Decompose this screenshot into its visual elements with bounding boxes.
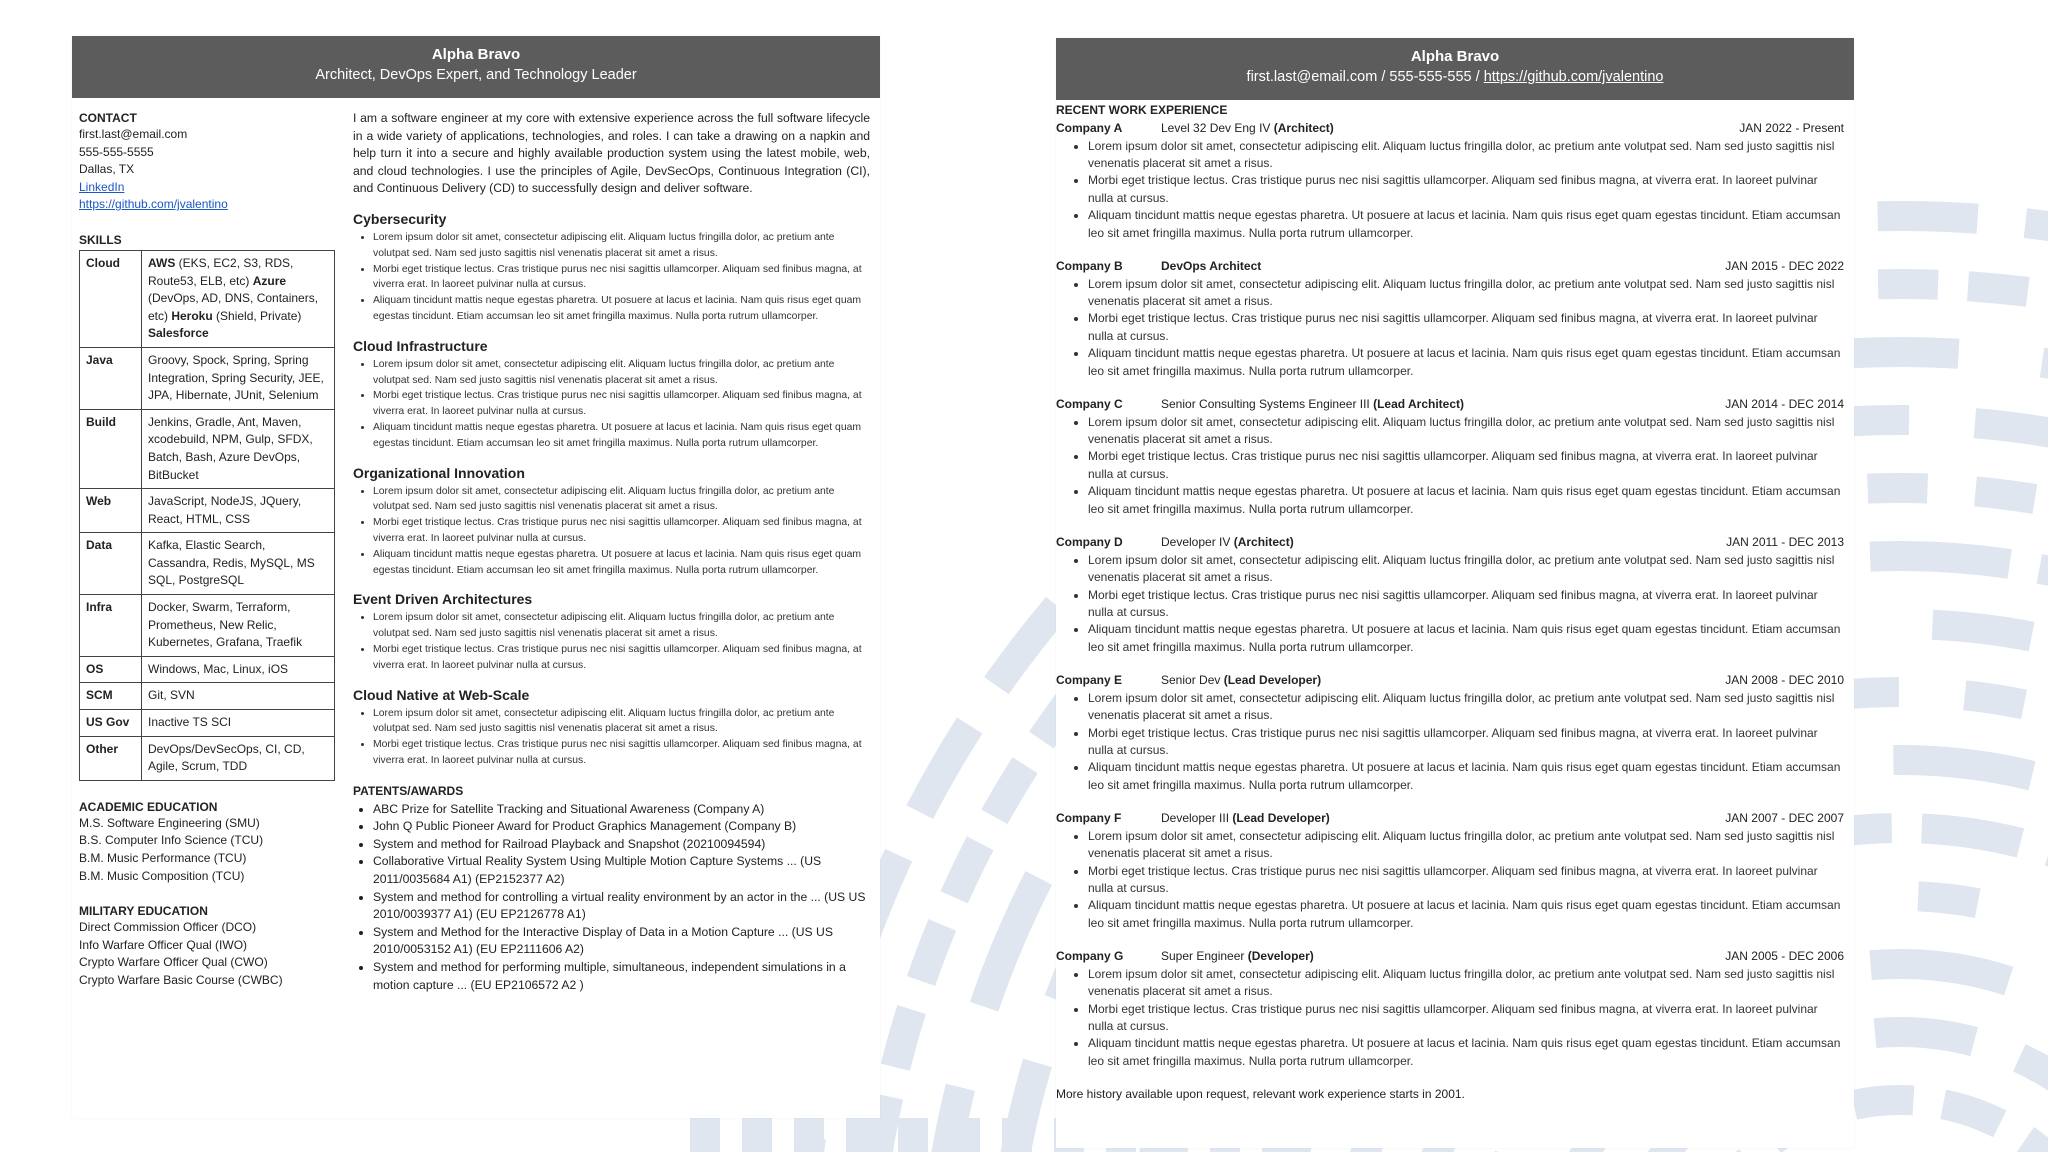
role-title: Senior Dev bbox=[1161, 673, 1224, 688]
patent-item: • System and Method for the Interactive Display of Data in a Motion Capture ... (US US 2010/0053152 A1) (EU EP2111606 A2) bbox=[373, 924, 870, 959]
job-entry bbox=[1056, 258, 1846, 380]
skill-category: US Gov bbox=[80, 710, 142, 737]
patent-item: • ABC Prize for Satellite Tracking and Situational Awareness (Company A) bbox=[373, 801, 870, 819]
section-bullets bbox=[353, 484, 870, 579]
job-bullets bbox=[1056, 828, 1846, 932]
job-entry bbox=[1056, 120, 1846, 242]
job-dates: JAN 2015 - DEC 2022 bbox=[1725, 259, 1844, 274]
summary-paragraph: I am a software engineer at my core with extensive experience across the full software lifecycle in a wide variety of applications, technologies, and roles. I can take a drawing on a napkin and help turn it into a secure and highly available production system using the latest mobile, web, and cloud technologies. I use the principles of Agile, DevSecOps, Continuous Integration (CI), and Continuous Delivery (CD) to successfully design and deliver software. bbox=[353, 111, 870, 196]
contact-line bbox=[1056, 67, 1854, 88]
bullet-item: • Morbi eget tristique lectus. Cras tristique purus nec nisi sagittis ullamcorper. Aliquam sed finibus magna, at viverra erat. In laoreet pulvinar nulla at cursus. bbox=[1088, 587, 1846, 622]
skill-values: JavaScript, NodeJS, JQuery, React, HTML, CSS bbox=[142, 489, 335, 533]
bullet-item: • Morbi eget tristique lectus. Cras tristique purus nec nisi sagittis ullamcorper. Aliquam sed finibus magna, at viverra erat. In laoreet pulvinar nulla at cursus. bbox=[1088, 1001, 1846, 1036]
bullet-item: • Morbi eget tristique lectus. Cras tristique purus nec nisi sagittis ullamcorper. Aliquam sed finibus magna, at viverra erat. In laoreet pulvinar nulla at cursus. bbox=[373, 737, 870, 769]
section-title: Cloud Native at Web-Scale bbox=[353, 686, 530, 703]
section-title: Organizational Innovation bbox=[353, 464, 525, 481]
page2-header bbox=[1056, 38, 1854, 100]
academic-education bbox=[79, 799, 339, 885]
skill-category: Other bbox=[80, 736, 142, 780]
contact-email: first.last@email.com bbox=[79, 127, 188, 141]
military-course-item: Info Warfare Officer Qual (IWO) bbox=[79, 937, 248, 952]
bullet-item: • Morbi eget tristique lectus. Cras tristique purus nec nisi sagittis ullamcorper. Aliquam sed finibus magna, at viverra erat. In laoreet pulvinar nulla at cursus. bbox=[1088, 172, 1846, 207]
skill-category: Data bbox=[80, 533, 142, 595]
job-role bbox=[1161, 672, 1321, 690]
decor-bar bbox=[950, 1118, 980, 1152]
bullet-item: • Aliquam tincidunt mattis neque egestas pharetra. Ut posuere at lacus et lacinia. Nam quis risus eget quam egestas tincidunt. Etiam accumsan leo sit amet fringilla maximus. Nulla porta rutrum ullamcorper. bbox=[1088, 1035, 1846, 1070]
patent-item: • System and method for Railroad Playback and Snapshot (20210094594) bbox=[373, 836, 870, 854]
company-name: Company E bbox=[1056, 673, 1123, 688]
job-bullets bbox=[1056, 966, 1846, 1070]
job-entry bbox=[1056, 810, 1846, 932]
linkedin-link[interactable]: LinkedIn bbox=[79, 179, 125, 194]
bullet-item: • Lorem ipsum dolor sit amet, consectetur adipiscing elit. Aliquam luctus fringilla dolor, ac pretium ante volutpat sed. Nam sed justo sagittis nisl venenatis placerat sit amet a risus. bbox=[373, 230, 870, 262]
decor-bar bbox=[898, 1118, 928, 1152]
role-level: DevOps Architect bbox=[1161, 259, 1262, 274]
bullet-item: • Morbi eget tristique lectus. Cras tristique purus nec nisi sagittis ullamcorper. Aliquam sed finibus magna, at viverra erat. In laoreet pulvinar nulla at cursus. bbox=[373, 515, 870, 547]
job-entry bbox=[1056, 396, 1846, 518]
skill-row bbox=[80, 489, 335, 533]
github-link[interactable]: https://github.com/jvalentino bbox=[79, 197, 228, 212]
patents-heading: PATENTS/AWARDS bbox=[353, 783, 464, 798]
job-entry bbox=[1056, 534, 1846, 656]
job-dates: JAN 2005 - DEC 2006 bbox=[1725, 949, 1844, 964]
job-bullets bbox=[1056, 138, 1846, 242]
contact-location: Dallas, TX bbox=[79, 162, 135, 177]
skills-table bbox=[79, 250, 335, 781]
military-course-item: Crypto Warfare Basic Course (CWBC) bbox=[79, 972, 283, 987]
skill-platform: Azure bbox=[252, 273, 287, 288]
role-level: (Lead Architect) bbox=[1373, 397, 1465, 412]
role-level: (Architect) bbox=[1233, 535, 1294, 550]
company-name: Company C bbox=[1056, 397, 1123, 412]
job-header bbox=[1056, 948, 1846, 966]
skill-category: Java bbox=[80, 347, 142, 409]
patent-item: • Collaborative Virtual Reality System Using Multiple Motion Capture Systems ... (US 2011/0035684 A1) (EP2152377 A2) bbox=[373, 853, 870, 888]
military-course-item: Direct Commission Officer (DCO) bbox=[79, 920, 257, 935]
decor-bar bbox=[690, 1118, 720, 1152]
bullet-item: • Morbi eget tristique lectus. Cras tristique purus nec nisi sagittis ullamcorper. Aliquam sed finibus magna, at viverra erat. In laoreet pulvinar nulla at cursus. bbox=[373, 262, 870, 294]
skill-category: Build bbox=[80, 409, 142, 488]
skill-row bbox=[80, 250, 335, 347]
job-bullets bbox=[1056, 690, 1846, 794]
job-bullets bbox=[1056, 552, 1846, 656]
patent-item: • John Q Public Pioneer Award for Product Graphics Management (Company B) bbox=[373, 818, 870, 836]
skill-category: Web bbox=[80, 489, 142, 533]
decor-bar bbox=[1002, 1118, 1032, 1152]
bullet-item: • Lorem ipsum dolor sit amet, consectetur adipiscing elit. Aliquam luctus fringilla dolor, ac pretium ante volutpat sed. Nam sed justo sagittis nisl venenatis placerat sit amet a risus. bbox=[373, 357, 870, 389]
military-course-item: Crypto Warfare Officer Qual (CWO) bbox=[79, 955, 268, 970]
bullet-item: • Aliquam tincidunt mattis neque egestas pharetra. Ut posuere at lacus et lacinia. Nam quis risus eget quam egestas tincidunt. Etiam accumsan leo sit amet fringilla maximus. Nulla porta rutrum ullamcorper. bbox=[373, 547, 870, 579]
degree-item: B.M. Music Composition (TCU) bbox=[79, 868, 245, 883]
decor-bar bbox=[794, 1118, 824, 1152]
role-level: (Architect) bbox=[1273, 121, 1334, 135]
skill-row bbox=[80, 595, 335, 657]
bullet-item: • Morbi eget tristique lectus. Cras tristique purus nec nisi sagittis ullamcorper. Aliquam sed finibus magna, at viverra erat. In laoreet pulvinar nulla at cursus. bbox=[1088, 725, 1846, 760]
resume-page-1 bbox=[72, 36, 880, 1118]
work-experience-heading: RECENT WORK EXPERIENCE bbox=[1056, 103, 1228, 117]
skill-values: Inactive TS SCI bbox=[142, 710, 335, 737]
section-title: Event Driven Architectures bbox=[353, 591, 533, 608]
skill-row bbox=[80, 710, 335, 737]
job-bullets bbox=[1056, 414, 1846, 518]
job-entry bbox=[1056, 948, 1846, 1070]
skill-values: Git, SVN bbox=[142, 683, 335, 710]
bullet-item: • Lorem ipsum dolor sit amet, consectetur adipiscing elit. Aliquam luctus fringilla dolor, ac pretium ante volutpat sed. Nam sed justo sagittis nisl venenatis placerat sit amet a risus. bbox=[1088, 690, 1846, 725]
resume-name: Alpha Bravo bbox=[1410, 48, 1500, 65]
job-bullets bbox=[1056, 276, 1846, 380]
job-role bbox=[1161, 810, 1330, 828]
skill-values: Kafka, Elastic Search, Cassandra, Redis, MySQL, MS SQL, PostgreSQL bbox=[142, 533, 335, 595]
bullet-item: • Lorem ipsum dolor sit amet, consectetur adipiscing elit. Aliquam luctus fringilla dolor, ac pretium ante volutpat sed. Nam sed justo sagittis nisl venenatis placerat sit amet a risus. bbox=[1088, 138, 1846, 173]
job-dates: JAN 2014 - DEC 2014 bbox=[1725, 397, 1844, 412]
patent-item: • System and method for controlling a virtual reality environment by an actor in the ... (US US 2010/0039377 A1) (EU EP2126778 A1) bbox=[373, 889, 870, 924]
contact-line-text: first.last@email.com / 555-555-555 / bbox=[1246, 69, 1484, 85]
academic-heading: ACADEMIC EDUCATION bbox=[79, 799, 218, 814]
job-dates: JAN 2007 - DEC 2007 bbox=[1725, 811, 1844, 826]
skills-heading: SKILLS bbox=[79, 232, 122, 247]
section-title: Cybersecurity bbox=[353, 210, 447, 227]
section-bullets bbox=[353, 230, 870, 325]
company-name: Company A bbox=[1056, 121, 1123, 135]
job-header bbox=[1056, 120, 1846, 138]
role-level: (Lead Developer) bbox=[1232, 811, 1330, 826]
job-role bbox=[1161, 948, 1314, 966]
degree-item: B.M. Music Performance (TCU) bbox=[79, 851, 247, 865]
bullet-item: • Lorem ipsum dolor sit amet, consectetur adipiscing elit. Aliquam luctus fringilla dolor, ac pretium ante volutpat sed. Nam sed justo sagittis nisl venenatis placerat sit amet a risus. bbox=[1088, 276, 1846, 311]
left-column bbox=[79, 110, 339, 990]
degree-item: B.S. Computer Info Science (TCU) bbox=[79, 833, 264, 848]
skill-platform: AWS bbox=[148, 255, 176, 270]
role-title: Developer IV bbox=[1161, 535, 1234, 550]
skill-detail: (DevOps, AD, DNS, Containers, etc) bbox=[148, 291, 319, 323]
bullet-item: • Lorem ipsum dolor sit amet, consectetur adipiscing elit. Aliquam luctus fringilla dolor, ac pretium ante volutpat sed. Nam sed justo sagittis nisl venenatis placerat sit amet a risus. bbox=[373, 610, 870, 642]
skill-row bbox=[80, 683, 335, 710]
contact-heading: CONTACT bbox=[79, 111, 137, 125]
skill-values: Windows, Mac, Linux, iOS bbox=[142, 656, 335, 683]
job-header bbox=[1056, 672, 1846, 690]
resume-name: Alpha Bravo bbox=[431, 46, 521, 63]
company-name: Company B bbox=[1056, 259, 1123, 274]
job-role bbox=[1161, 258, 1261, 276]
job-dates: JAN 2011 - DEC 2013 bbox=[1726, 535, 1844, 550]
skill-platform: Heroku bbox=[171, 308, 213, 323]
history-note: More history available upon request, relevant work experience starts in 2001. bbox=[1056, 1087, 1465, 1102]
bullet-item: • Morbi eget tristique lectus. Cras tristique purus nec nisi sagittis ullamcorper. Aliquam sed finibus magna, at viverra erat. In laoreet pulvinar nulla at cursus. bbox=[1088, 310, 1846, 345]
job-header bbox=[1056, 258, 1846, 276]
section-title: Cloud Infrastructure bbox=[353, 337, 488, 354]
job-header bbox=[1056, 396, 1846, 414]
bullet-item: • Aliquam tincidunt mattis neque egestas pharetra. Ut posuere at lacus et lacinia. Nam quis risus eget quam egestas tincidunt. Etiam accumsan leo sit amet fringilla maximus. Nulla porta rutrum ullamcorper. bbox=[1088, 897, 1846, 932]
bullet-item: • Aliquam tincidunt mattis neque egestas pharetra. Ut posuere at lacus et lacinia. Nam quis risus eget quam egestas tincidunt. Etiam accumsan leo sit amet fringilla maximus. Nulla porta rutrum ullamcorper. bbox=[1088, 345, 1846, 380]
skill-values: Groovy, Spock, Spring, Spring Integration, Spring Security, JEE, JPA, Hibernate, JUnit, Selenium bbox=[142, 347, 335, 409]
resume-page-2 bbox=[1056, 38, 1854, 1148]
role-title: Level 32 Dev Eng IV bbox=[1161, 121, 1274, 135]
company-name: Company D bbox=[1056, 535, 1123, 550]
skill-detail: (Shield, Private) bbox=[212, 308, 302, 323]
patent-item: • System and method for performing multiple, simultaneous, independent simulations in a motion capture ... (EU EP2106572 A2 ) bbox=[373, 959, 870, 994]
skill-category: SCM bbox=[80, 683, 142, 710]
bullet-item: • Aliquam tincidunt mattis neque egestas pharetra. Ut posuere at lacus et lacinia. Nam quis risus eget quam egestas tincidunt. Etiam accumsan leo sit amet fringilla maximus. Nulla porta rutrum ullamcorper. bbox=[1088, 759, 1846, 794]
bullet-item: • Lorem ipsum dolor sit amet, consectetur adipiscing elit. Aliquam luctus fringilla dolor, ac pretium ante volutpat sed. Nam sed justo sagittis nisl venenatis placerat sit amet a risus. bbox=[1088, 828, 1846, 863]
page1-header bbox=[72, 36, 880, 98]
bullet-item: • Aliquam tincidunt mattis neque egestas pharetra. Ut posuere at lacus et lacinia. Nam quis risus eget quam egestas tincidunt. Etiam accumsan leo sit amet fringilla maximus. Nulla porta rutrum ullamcorper. bbox=[373, 420, 870, 452]
bullet-item: • Morbi eget tristique lectus. Cras tristique purus nec nisi sagittis ullamcorper. Aliquam sed finibus magna, at viverra erat. In laoreet pulvinar nulla at cursus. bbox=[373, 388, 870, 420]
bullet-item: • Aliquam tincidunt mattis neque egestas pharetra. Ut posuere at lacus et lacinia. Nam quis risus eget quam egestas tincidunt. Etiam accumsan leo sit amet fringilla maximus. Nulla porta rutrum ullamcorper. bbox=[1088, 621, 1846, 656]
military-heading: MILITARY EDUCATION bbox=[79, 904, 208, 919]
degree-item: M.S. Software Engineering (SMU) bbox=[79, 815, 260, 830]
company-name: Company F bbox=[1056, 811, 1122, 826]
skill-row bbox=[80, 656, 335, 683]
resume-title: Architect, DevOps Expert, and Technology Leader bbox=[315, 67, 637, 83]
job-role bbox=[1161, 120, 1334, 138]
bullet-item: • Lorem ipsum dolor sit amet, consectetur adipiscing elit. Aliquam luctus fringilla dolor, ac pretium ante volutpat sed. Nam sed justo sagittis nisl venenatis placerat sit amet a risus. bbox=[1088, 966, 1846, 1001]
patents-list bbox=[353, 801, 870, 995]
role-level: (Developer) bbox=[1247, 949, 1314, 964]
decor-bar bbox=[846, 1118, 876, 1152]
bullet-item: • Morbi eget tristique lectus. Cras tristique purus nec nisi sagittis ullamcorper. Aliquam sed finibus magna, at viverra erat. In laoreet pulvinar nulla at cursus. bbox=[1088, 448, 1846, 483]
role-level: (Lead Developer) bbox=[1223, 673, 1322, 688]
job-header bbox=[1056, 810, 1846, 828]
role-title: Super Engineer bbox=[1161, 949, 1248, 964]
bullet-item: • Lorem ipsum dolor sit amet, consectetur adipiscing elit. Aliquam luctus fringilla dolor, ac pretium ante volutpat sed. Nam sed justo sagittis nisl venenatis placerat sit amet a risus. bbox=[373, 484, 870, 516]
job-entry bbox=[1056, 672, 1846, 794]
decor-bar bbox=[742, 1118, 772, 1152]
skill-values: Jenkins, Gradle, Ant, Maven, xcodebuild, NPM, Gulp, SFDX, Batch, Bash, Azure DevOps, BitBucket bbox=[142, 409, 335, 488]
skill-category: Infra bbox=[80, 595, 142, 657]
bullet-item: • Lorem ipsum dolor sit amet, consectetur adipiscing elit. Aliquam luctus fringilla dolor, ac pretium ante volutpat sed. Nam sed justo sagittis nisl venenatis placerat sit amet a risus. bbox=[373, 706, 870, 738]
job-role bbox=[1161, 396, 1464, 414]
skill-row bbox=[80, 409, 335, 488]
bullet-item: • Aliquam tincidunt mattis neque egestas pharetra. Ut posuere at lacus et lacinia. Nam quis risus eget quam egestas tincidunt. Etiam accumsan leo sit amet fringilla maximus. Nulla porta rutrum ullamcorper. bbox=[1088, 207, 1846, 242]
work-experience bbox=[1056, 102, 1846, 1104]
job-header bbox=[1056, 534, 1846, 552]
skill-category: OS bbox=[80, 656, 142, 683]
contact-phone: 555-555-5555 bbox=[79, 144, 154, 159]
bullet-item: • Morbi eget tristique lectus. Cras tristique purus nec nisi sagittis ullamcorper. Aliquam sed finibus magna, at viverra erat. In laoreet pulvinar nulla at cursus. bbox=[373, 642, 870, 674]
military-education bbox=[79, 903, 339, 989]
section-bullets bbox=[353, 357, 870, 452]
section-bullets bbox=[353, 706, 870, 769]
job-dates: JAN 2022 - Present bbox=[1739, 121, 1844, 135]
skill-values: Docker, Swarm, Terraform, Prometheus, New Relic, Kubernetes, Grafana, Traefik bbox=[142, 595, 335, 657]
bullet-item: • Lorem ipsum dolor sit amet, consectetur adipiscing elit. Aliquam luctus fringilla dolor, ac pretium ante volutpat sed. Nam sed justo sagittis nisl venenatis placerat sit amet a risus. bbox=[1088, 552, 1846, 587]
skill-row bbox=[80, 736, 335, 780]
bullet-item: • Morbi eget tristique lectus. Cras tristique purus nec nisi sagittis ullamcorper. Aliquam sed finibus magna, at viverra erat. In laoreet pulvinar nulla at cursus. bbox=[1088, 863, 1846, 898]
bullet-item: • Aliquam tincidunt mattis neque egestas pharetra. Ut posuere at lacus et lacinia. Nam quis risus eget quam egestas tincidunt. Etiam accumsan leo sit amet fringilla maximus. Nulla porta rutrum ullamcorper. bbox=[373, 293, 870, 325]
job-dates: JAN 2008 - DEC 2010 bbox=[1725, 673, 1844, 688]
job-role bbox=[1161, 534, 1294, 552]
skill-detail: (EKS, EC2, S3, RDS, Route53, ELB, etc) bbox=[148, 255, 294, 288]
skill-row bbox=[80, 347, 335, 409]
skill-row bbox=[80, 533, 335, 595]
bullet-item: • Aliquam tincidunt mattis neque egestas pharetra. Ut posuere at lacus et lacinia. Nam quis risus eget quam egestas tincidunt. Etiam accumsan leo sit amet fringilla maximus. Nulla porta rutrum ullamcorper. bbox=[1088, 483, 1846, 518]
role-title: Developer III bbox=[1161, 811, 1233, 826]
skill-category: Cloud bbox=[80, 250, 142, 347]
skill-values bbox=[142, 250, 335, 347]
github-link[interactable]: https://github.com/jvalentino bbox=[1483, 69, 1664, 85]
company-name: Company G bbox=[1056, 949, 1124, 964]
skill-platform: Salesforce bbox=[148, 326, 209, 341]
skill-values: DevOps/DevSecOps, CI, CD, Agile, Scrum, TDD bbox=[142, 736, 335, 780]
section-bullets bbox=[353, 610, 870, 673]
role-title: Senior Consulting Systems Engineer III bbox=[1161, 397, 1374, 412]
right-column bbox=[353, 110, 870, 994]
bullet-item: • Lorem ipsum dolor sit amet, consectetur adipiscing elit. Aliquam luctus fringilla dolor, ac pretium ante volutpat sed. Nam sed justo sagittis nisl venenatis placerat sit amet a risus. bbox=[1088, 414, 1846, 449]
